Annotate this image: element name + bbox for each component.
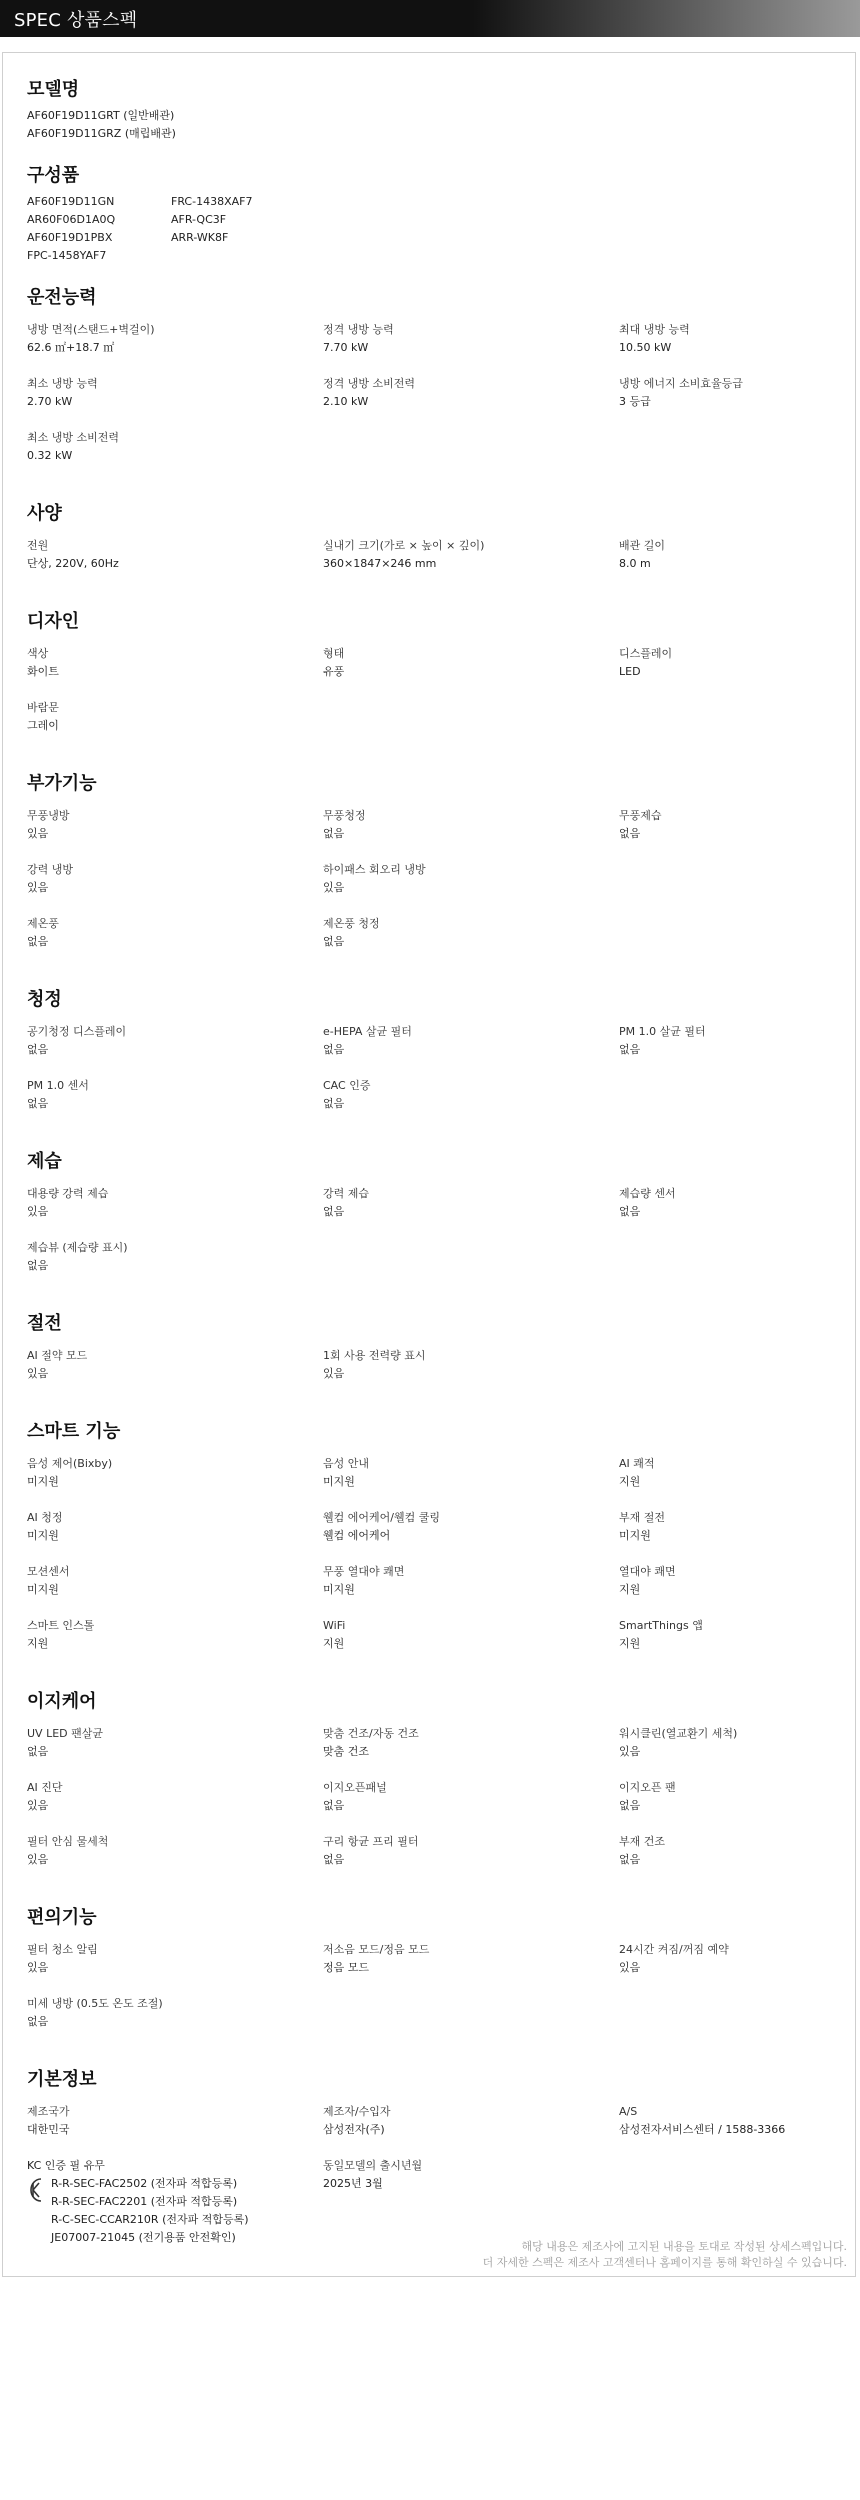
spec-label: 제습뷰 (제습량 표시) — [27, 1241, 128, 1254]
spec-item — [323, 915, 619, 969]
spec-item — [323, 2103, 619, 2157]
basic-info-grid — [27, 2103, 837, 2247]
spec-section — [27, 1417, 837, 1671]
spec-item — [619, 321, 837, 375]
spec-item — [323, 645, 619, 699]
section-heading: 운전능력 — [27, 287, 97, 308]
spec-item — [27, 1239, 323, 1293]
spec-label: 1회 사용 전력량 표시 — [323, 1349, 426, 1362]
spec-value: 2025년 3월 — [323, 2177, 383, 2190]
components-col-2 — [171, 193, 371, 265]
spec-label: 전원 — [27, 539, 49, 552]
spec-label: 냉방 면적(스탠드+벽걸이) — [27, 323, 155, 336]
spec-value: 있음 — [619, 1961, 641, 1974]
spec-label: 제조국가 — [27, 2105, 70, 2118]
spec-value: 없음 — [619, 1853, 641, 1866]
spec-item — [27, 1617, 323, 1671]
spec-label: 무풍냉방 — [27, 809, 70, 822]
spec-label: e-HEPA 살균 필터 — [323, 1025, 412, 1038]
spec-value: 없음 — [27, 935, 49, 948]
spec-header-title: SPEC 상품스펙 — [14, 9, 138, 31]
spec-label: 저소음 모드/정음 모드 — [323, 1943, 430, 1956]
spec-value: 없음 — [27, 1043, 49, 1056]
spec-value: 있음 — [27, 1205, 49, 1218]
spec-item — [619, 1563, 837, 1617]
spec-value: 있음 — [27, 827, 49, 840]
spec-label: WiFi — [323, 1619, 346, 1632]
component-item: AFR-QC3F — [171, 213, 227, 226]
spec-item — [323, 1347, 619, 1401]
spec-label: 이지오픈 팬 — [619, 1781, 676, 1794]
kc-line: R-C-SEC-CCAR210R (전자파 적합등록) — [51, 2213, 249, 2226]
spec-value: 없음 — [323, 1799, 345, 1812]
spec-label: 동일모델의 출시년월 — [323, 2159, 423, 2172]
section-heading: 스마트 기능 — [27, 1421, 121, 1442]
spec-value: 삼성전자(주) — [323, 2123, 385, 2136]
section-heading: 이지케어 — [27, 1691, 97, 1712]
spec-value: 삼성전자서비스센터 / 1588-3366 — [619, 2123, 786, 2136]
spec-value: 없음 — [323, 1097, 345, 1110]
spec-item — [323, 861, 619, 915]
spec-item — [323, 1455, 619, 1509]
spec-item — [27, 915, 323, 969]
spec-label: 24시간 켜짐/꺼짐 예약 — [619, 1943, 729, 1956]
spec-item — [27, 1023, 323, 1077]
spec-item — [323, 1509, 619, 1563]
spec-section — [27, 283, 837, 483]
spec-section — [27, 985, 837, 1131]
spec-item — [27, 1941, 323, 1995]
spec-item — [323, 1563, 619, 1617]
spec-item — [323, 321, 619, 375]
model-heading: 모델명 — [27, 79, 80, 100]
spec-content — [27, 75, 837, 2247]
spec-label: 제온풍 청정 — [323, 917, 380, 930]
spec-value: 있음 — [27, 1367, 49, 1380]
spec-value: 7.70 kW — [323, 341, 369, 354]
spec-label: 색상 — [27, 647, 49, 660]
spec-value: 유풍 — [323, 665, 345, 678]
spec-item — [27, 1347, 323, 1401]
components-grid — [27, 193, 837, 265]
spec-grid — [27, 807, 837, 969]
spec-grid — [27, 1347, 837, 1401]
spec-grid — [27, 1725, 837, 1887]
spec-value: 없음 — [619, 1205, 641, 1218]
spec-grid — [27, 321, 837, 483]
section-heading: 청정 — [27, 989, 62, 1010]
spec-label: PM 1.0 센서 — [27, 1079, 89, 1092]
spec-value: 있음 — [323, 1367, 345, 1380]
components-heading: 구성품 — [27, 165, 80, 186]
spec-section — [27, 1903, 837, 2049]
spec-label: 열대야 쾌면 — [619, 1565, 676, 1578]
spec-value: 360×1847×246 mm — [323, 557, 437, 570]
spec-label: 부재 절전 — [619, 1511, 666, 1524]
spec-label: 무풍 열대야 쾌면 — [323, 1565, 405, 1578]
spec-label: AI 절약 모드 — [27, 1349, 88, 1362]
spec-grid — [27, 1941, 837, 2049]
spec-item — [619, 537, 837, 591]
spec-label: 워시클린(열교환기 세척) — [619, 1727, 738, 1740]
component-item: ARR-WK8F — [171, 231, 229, 244]
spec-item — [619, 1941, 837, 1995]
footer-line: 해당 내용은 제조사에 고지된 내용을 토대로 작성된 상세스펙입니다. — [521, 2240, 847, 2253]
spec-value: 62.6 ㎡+18.7 ㎡ — [27, 341, 115, 354]
spec-label: 형태 — [323, 647, 345, 660]
spec-value: 없음 — [27, 1259, 49, 1272]
spec-value: 없음 — [323, 935, 345, 948]
spec-section — [27, 499, 837, 591]
spec-value: 없음 — [619, 1043, 641, 1056]
spec-item — [323, 2157, 619, 2211]
spec-item — [27, 1185, 323, 1239]
component-item: AF60F19D1PBX — [27, 231, 113, 244]
spec-item — [323, 807, 619, 861]
spec-value: 지원 — [619, 1637, 641, 1650]
spec-value: 있음 — [619, 1745, 641, 1758]
kc-block — [27, 2175, 323, 2247]
spec-grid — [27, 537, 837, 591]
spec-item — [27, 1077, 323, 1131]
spec-section — [27, 769, 837, 969]
spec-item — [619, 1833, 837, 1887]
spec-label: 바람문 — [27, 701, 59, 714]
spec-item — [27, 375, 323, 429]
spec-value: 없음 — [619, 827, 641, 840]
spec-label: 실내기 크기(가로 × 높이 × 깊이) — [323, 539, 485, 552]
spec-grid — [27, 645, 837, 753]
spec-sections — [27, 283, 837, 2049]
spec-label: 부재 건조 — [619, 1835, 666, 1848]
spec-item — [27, 537, 323, 591]
spec-item — [619, 807, 837, 861]
spec-label: 하이패스 회오리 냉방 — [323, 863, 426, 876]
component-item: AF60F19D11GN — [27, 195, 115, 208]
spec-item — [27, 645, 323, 699]
spec-item — [323, 1725, 619, 1779]
basic-info-heading: 기본정보 — [27, 2069, 97, 2090]
spec-value: 그레이 — [27, 719, 59, 732]
spec-value: 단상, 220V, 60Hz — [27, 557, 119, 570]
spec-item — [27, 1779, 323, 1833]
section-heading: 편의기능 — [27, 1907, 97, 1928]
spec-value: 있음 — [27, 1799, 49, 1812]
spec-label: 강력 제습 — [323, 1187, 370, 1200]
component-item: FPC-1458YAF7 — [27, 249, 107, 262]
spec-item — [323, 1185, 619, 1239]
spec-item — [323, 1023, 619, 1077]
spec-value: 있음 — [27, 881, 49, 894]
spec-value: 미지원 — [323, 1583, 355, 1596]
spec-label: 맞춤 건조/자동 건조 — [323, 1727, 419, 1740]
spec-label: 웰컴 에어케어/웰컴 쿨링 — [323, 1511, 440, 1524]
spec-label: 대용량 강력 제습 — [27, 1187, 109, 1200]
component-item: FRC-1438XAF7 — [171, 195, 253, 208]
spec-value: 8.0 m — [619, 557, 651, 570]
spec-item — [323, 1077, 619, 1131]
section-heading: 부가기능 — [27, 773, 97, 794]
kc-lines — [51, 2175, 249, 2247]
section-heading: 디자인 — [27, 611, 80, 632]
spec-value: 지원 — [619, 1475, 641, 1488]
spec-item — [619, 2103, 837, 2157]
spec-value: 없음 — [323, 1853, 345, 1866]
spec-grid — [27, 1185, 837, 1293]
spec-item — [619, 645, 837, 699]
kc-mark-icon — [27, 2176, 47, 2204]
spec-label: 정격 냉방 소비전력 — [323, 377, 416, 390]
spec-item — [323, 1779, 619, 1833]
spec-value: 2.10 kW — [323, 395, 369, 408]
spec-item — [619, 1455, 837, 1509]
spec-value: 2.70 kW — [27, 395, 73, 408]
spec-item — [27, 2103, 323, 2157]
spec-item — [619, 1185, 837, 1239]
spec-item — [619, 1617, 837, 1671]
spec-item — [619, 1725, 837, 1779]
spec-item — [27, 1833, 323, 1887]
spec-value: LED — [619, 665, 641, 678]
spec-item — [27, 429, 323, 483]
spec-label: 이지오픈패널 — [323, 1781, 387, 1794]
kc-line: R-R-SEC-FAC2201 (전자파 적합등록) — [51, 2195, 238, 2208]
spec-label: A/S — [619, 2105, 638, 2118]
spec-value: 정음 모드 — [323, 1961, 370, 1974]
spec-label: 미세 냉방 (0.5도 온도 조절) — [27, 1997, 163, 2010]
spec-section — [27, 1147, 837, 1293]
spec-value: 있음 — [323, 881, 345, 894]
model-line: AF60F19D11GRT (일반배관) — [27, 109, 175, 122]
footer-note — [483, 2239, 847, 2271]
spec-item — [27, 1509, 323, 1563]
spec-label: 무풍청정 — [323, 809, 366, 822]
spec-label: 배관 길이 — [619, 539, 666, 552]
spec-label: 음성 제어(Bixby) — [27, 1457, 113, 1470]
spec-value: 없음 — [323, 1205, 345, 1218]
spec-value: 0.32 kW — [27, 449, 73, 462]
spec-value: 있음 — [27, 1961, 49, 1974]
spec-label: 냉방 에너지 소비효율등급 — [619, 377, 743, 390]
spec-item — [27, 1455, 323, 1509]
component-item: AR60F06D1A0Q — [27, 213, 116, 226]
basic-info-section — [27, 2065, 837, 2247]
spec-item — [27, 321, 323, 375]
kc-cell — [27, 2157, 323, 2247]
spec-label: SmartThings 앱 — [619, 1619, 703, 1632]
footer-line: 더 자세한 스펙은 제조사 고객센터나 홈페이지를 통해 확인하실 수 있습니다. — [482, 2256, 847, 2269]
spec-item — [619, 861, 837, 915]
spec-grid — [27, 1455, 837, 1671]
kc-line: JE07007-21045 (전기용품 안전확인) — [51, 2231, 236, 2244]
spec-label: 강력 냉방 — [27, 863, 74, 876]
spec-header-bar — [0, 0, 860, 37]
spec-item — [619, 1779, 837, 1833]
spec-value: 대한민국 — [27, 2123, 70, 2136]
spec-label: 무풍제습 — [619, 809, 662, 822]
spec-label: AI 쾌적 — [619, 1457, 655, 1470]
spec-label: AI 청정 — [27, 1511, 63, 1524]
spec-value: 10.50 kW — [619, 341, 672, 354]
kc-label: KC 인증 필 유무 — [27, 2159, 105, 2172]
spec-label: 스마트 인스톨 — [27, 1619, 95, 1632]
spec-label: PM 1.0 살균 필터 — [619, 1025, 706, 1038]
model-line: AF60F19D11GRZ (매립배관) — [27, 127, 176, 140]
spec-item — [27, 861, 323, 915]
spec-item — [27, 807, 323, 861]
section-heading: 사양 — [27, 503, 62, 524]
spec-label: AI 진단 — [27, 1781, 63, 1794]
spec-item — [27, 699, 323, 753]
spec-value: 미지원 — [619, 1529, 651, 1542]
spec-value: 없음 — [27, 1745, 49, 1758]
spec-label: 최소 냉방 소비전력 — [27, 431, 120, 444]
section-heading: 제습 — [27, 1151, 62, 1172]
spec-value: 없음 — [323, 827, 345, 840]
spec-label: 구리 항균 프리 필터 — [323, 1835, 419, 1848]
spec-value: 미지원 — [27, 1475, 59, 1488]
spec-label: 필터 안심 물세척 — [27, 1835, 109, 1848]
section-heading: 절전 — [27, 1313, 62, 1334]
spec-item — [323, 1617, 619, 1671]
spec-item — [323, 375, 619, 429]
spec-label: 음성 안내 — [323, 1457, 370, 1470]
spec-section — [27, 1309, 837, 1401]
model-section — [27, 75, 837, 143]
kc-line: R-R-SEC-FAC2502 (전자파 적합등록) — [51, 2177, 238, 2190]
spec-label: 제온풍 — [27, 917, 59, 930]
spec-item — [27, 1563, 323, 1617]
spec-label: UV LED 팬살균 — [27, 1727, 103, 1740]
spec-label: 최소 냉방 능력 — [27, 377, 98, 390]
spec-value: 미지원 — [27, 1529, 59, 1542]
spec-label: 정격 냉방 능력 — [323, 323, 394, 336]
spec-label: 제습량 센서 — [619, 1187, 676, 1200]
spec-value: 없음 — [323, 1043, 345, 1056]
spec-section — [27, 607, 837, 753]
spec-section — [27, 1687, 837, 1887]
spec-item — [619, 1023, 837, 1077]
spec-value: 웰컴 에어케어 — [323, 1529, 391, 1542]
spec-label: 공기청정 디스플레이 — [27, 1025, 127, 1038]
spec-label: 제조자/수입자 — [323, 2105, 391, 2118]
spec-value: 지원 — [619, 1583, 641, 1596]
spec-value: 지원 — [323, 1637, 345, 1650]
spec-value: 없음 — [27, 1097, 49, 1110]
spec-value: 맞춤 건조 — [323, 1745, 370, 1758]
spec-label: 최대 냉방 능력 — [619, 323, 690, 336]
spec-label: CAC 인증 — [323, 1079, 371, 1092]
spec-label: 모션센서 — [27, 1565, 70, 1578]
spec-item — [619, 1509, 837, 1563]
spec-item — [27, 1725, 323, 1779]
spec-item — [619, 375, 837, 429]
spec-label: 필터 청소 알림 — [27, 1943, 98, 1956]
spec-value: 없음 — [619, 1799, 641, 1812]
spec-value: 지원 — [27, 1637, 49, 1650]
spec-value: 없음 — [27, 2015, 49, 2028]
spec-value: 3 등급 — [619, 395, 651, 408]
spec-item — [323, 537, 619, 591]
spec-card — [2, 52, 856, 2277]
spec-value: 화이트 — [27, 665, 59, 678]
spec-item — [27, 1995, 323, 2049]
spec-item — [323, 1941, 619, 1995]
components-col-1 — [27, 193, 171, 265]
spec-grid — [27, 1023, 837, 1131]
spec-label: 디스플레이 — [619, 647, 673, 660]
spec-value: 미지원 — [323, 1475, 355, 1488]
spec-value: 있음 — [27, 1853, 49, 1866]
spec-item — [323, 1833, 619, 1887]
spec-value: 미지원 — [27, 1583, 59, 1596]
components-section — [27, 161, 837, 265]
